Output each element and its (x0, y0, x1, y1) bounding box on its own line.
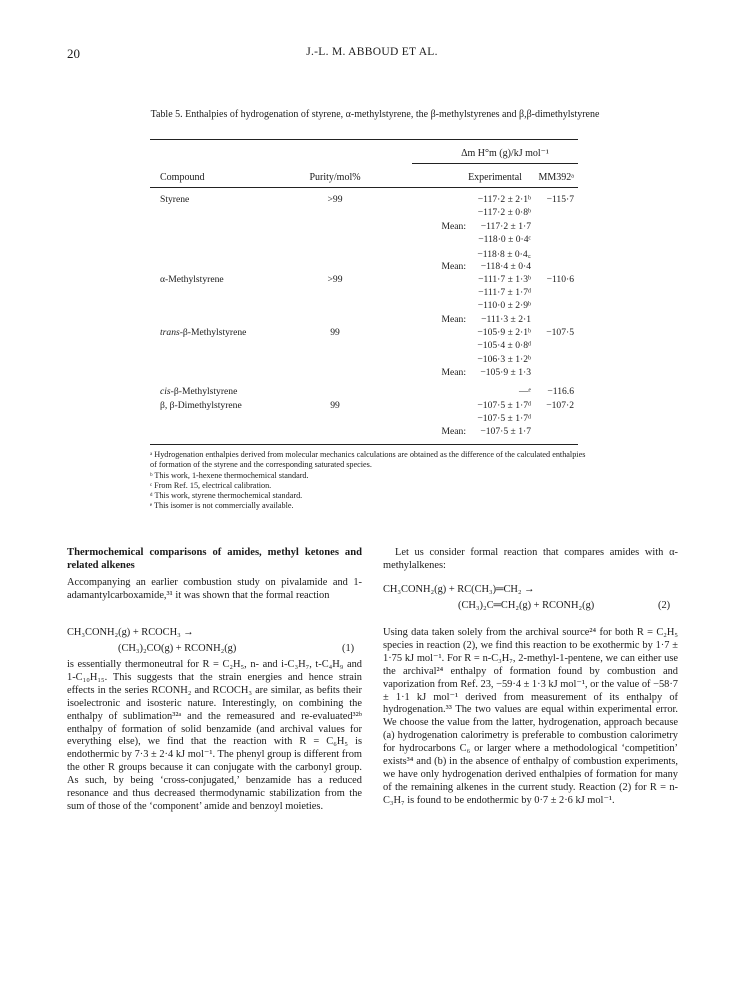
footnote-a: ᵃ Hydrogenation enthalpies derived from molecular mechanics calculations are obtained as the difference of the calculated enthalpies of formation of the styrene and the corresponding saturated species. (150, 450, 586, 469)
row-compound: trans-β-Methylstyrene (160, 327, 247, 338)
row-experimental: −106·3 ± 1·2ᵇ (477, 353, 531, 365)
row-mean-label: Mean: (441, 313, 466, 325)
row-experimental: −111·7 ± 1·3ᵇ (478, 273, 531, 285)
row-mm392: −110·6 (546, 273, 574, 285)
right-paragraph-1: Let us consider formal reaction that compares amides with α-methylalkenes: (383, 547, 678, 571)
table-top-rule (150, 139, 578, 140)
col-experimental: Experimental (468, 172, 522, 183)
row-experimental: −107·5 ± 1·7 (480, 426, 531, 438)
equation-1-number: (1) (342, 643, 355, 654)
row-mean-label: Mean: (441, 366, 466, 378)
section-heading (67, 547, 362, 573)
left-paragraph-1: Accompanying an earlier combustion study on pivalamide and 1-adamantylcarboxamide,³¹ it was shown that the formal reaction (67, 577, 362, 601)
row-mm392: −107·5 (546, 327, 574, 338)
running-head: J.-L. M. ABBOUD ET AL. (306, 46, 438, 58)
col-compound: Compound (160, 172, 205, 183)
row-compound: α-Methylstyrene (160, 273, 224, 285)
row-experimental: −118·0 ± 0·4ᶜ (478, 233, 531, 245)
row-experimental: −111·3 ± 2·1 (481, 313, 531, 325)
col-purity: Purity/mol% (309, 172, 361, 183)
equation-2-line-1: CH₃CONH₂(g) + RC(CH₃)═CH₂ → (383, 584, 535, 595)
col-mm392: MM392ᵃ (538, 172, 574, 183)
page-number: 20 (67, 46, 80, 61)
row-compound: cis-β-Methylstyrene (160, 386, 238, 398)
row-experimental: −111·7 ± 1·7ᵈ (478, 287, 531, 299)
equation-2-line-2: (CH₃)₂C═CH₂(g) + RCONH₂(g) (458, 600, 595, 611)
row-experimental: —ᵉ (518, 386, 531, 398)
row-mm392: −116.6 (547, 386, 574, 398)
equation-1-line-1: CH₃CONH₂(g) + RCOCH₃ → (67, 627, 194, 638)
row-mean-label: Mean: (441, 220, 466, 232)
table-header-rule (150, 187, 578, 188)
row-experimental: −118·4 ± 0·4 (480, 260, 531, 272)
row-experimental: −105·9 ± 1·3 (480, 366, 531, 378)
row-experimental: −105·9 ± 2·1ᵇ (477, 327, 531, 338)
row-compound: β, β-Dimethylstyrene (160, 399, 242, 411)
row-purity: >99 (327, 273, 343, 285)
equation-2-number: (2) (658, 600, 671, 611)
row-experimental: −117·2 ± 1·7 (480, 220, 531, 232)
row-experimental: −107·5 ± 1·7ᵈ (477, 399, 531, 411)
row-experimental: −105·4 ± 0·8ᵈ (477, 340, 531, 352)
row-experimental: −107·5 ± 1·7ᵈ (477, 412, 531, 424)
row-experimental: −118·8 ± 0·4꜀ (477, 249, 531, 261)
row-mm392: −107·2 (546, 399, 574, 411)
row-compound: Styrene (160, 194, 190, 205)
equation-1-line-2: (CH₃)₂CO(g) + RCONH₂(g) (118, 643, 237, 654)
group-header-rule (412, 163, 578, 164)
footnote-b: ᵇ This work, 1-hexene thermochemical standard. (150, 471, 309, 480)
row-mean-label: Mean: (441, 260, 466, 272)
footnote-e: ᵉ This isomer is not commercially available. (150, 501, 294, 510)
row-experimental: −117·2 ± 0·8ᵇ (477, 207, 531, 219)
row-purity: 99 (330, 399, 340, 411)
right-paragraph-2: Using data taken solely from the archival source²⁴ for both R = C₂H₅ species in reaction (2), we find this reaction to be exothermic by 1·7 ± 1·75 kJ mol⁻¹. For R = n-C₃H₇, 2-methyl-1-pentene, we can either use the archival²⁴ enthalpy of formation found by combustion and vaporization from Ref. 23, −59·4 ± 1·3 kJ mol⁻¹, or the value of −58·7 ± 1·1 kJ mol⁻¹ derived from measurement of its enthalpy of hydrogenation.³³ The two values are equal within experimental error. We choose the value from the latter, hydrogenation, approach because (a) hydrogenation calorimetry is preferable to combustion calorimetry for hydrocarbons C₆ or larger where a methodological ‘competition’ exists³⁴ and (b) in the absence of enthalpy of combustion experiments, we have only hydrogenation derived enthalpies of formation for many of the remaining alkenes in the current study. Reaction (2) for R = n-C₃H₇ is found to be endothermic by 0·7 ± 2·6 kJ mol⁻¹. (383, 627, 678, 806)
row-mm392: −115·7 (546, 194, 574, 205)
table-bottom-rule (150, 444, 578, 445)
group-header: Δm H°m (g)/kJ mol⁻¹ (461, 148, 549, 159)
footnote-c: ᶜ From Ref. 15, electrical calibration. (150, 481, 272, 490)
row-experimental: −117·2 ± 2·1ᵇ (477, 194, 531, 205)
table-caption: Table 5. Enthalpies of hydrogenation of styrene, α-methylstyrene, the β-methylstyrenes and β,β-dimethylstyrene (150, 109, 600, 120)
footnote-d: ᵈ This work, styrene thermochemical standard. (150, 491, 303, 500)
row-purity: 99 (330, 327, 340, 338)
row-experimental: −110·0 ± 2·9ᵇ (477, 300, 531, 312)
section-heading-text: Thermochemical comparisons of amides, methyl ketones and related alkenes (67, 547, 362, 571)
row-mean-label: Mean: (441, 426, 466, 438)
row-purity: >99 (327, 194, 343, 205)
left-paragraph-2: is essentially thermoneutral for R = C₂H₅, n- and i-C₃H₇, t-C₄H₉ and 1-C₁₀H₁₅. This suggests that the strain energies and hence strain effects in the series RCONH₂ and RCOCH₃ are similar, as befits their isoelectronic and isosteric nature. Interestingly, on combining the enthalpy of sublimation³²ᵃ and the remeasured and re-evaluated³²ᵇ enthalpy of formation of solid benzamide (and archival values for everything else), we find that the reaction with R = C₆H₅ is endothermic by 7·3 ± 2·4 kJ mol⁻¹. The phenyl group is different from the other R groups because it can conjugate with the carbonyl group. As such, by being ‘cross-conjugated,’ benzamide has a reduced resonance and thus decreased thermodynamic stabilization from the sum of those of the ‘component’ amide and benzoyl moieties. (67, 659, 362, 812)
